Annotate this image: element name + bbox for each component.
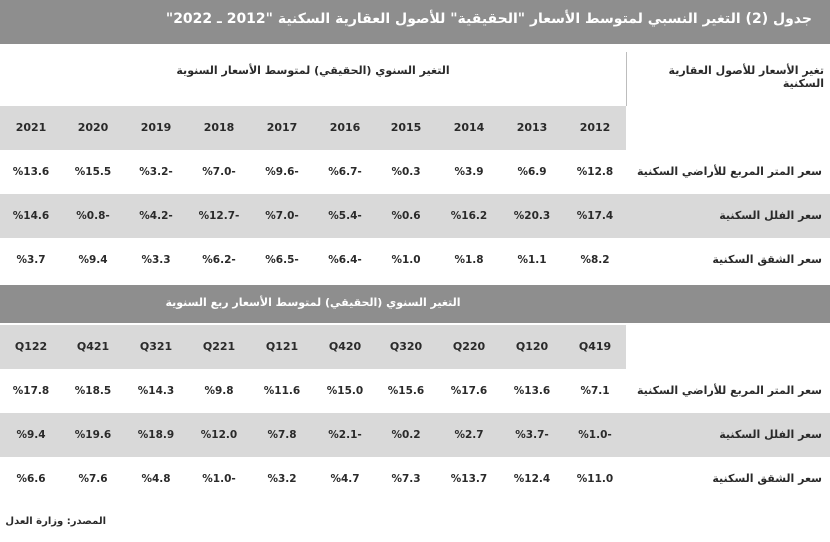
table-cell: %13.6: [513, 385, 551, 397]
table-cell: %6.6: [16, 473, 46, 485]
table-cell: %6.2-: [202, 254, 236, 266]
column-header: Q419: [578, 340, 612, 353]
table-cell: %3.7: [16, 254, 46, 266]
table-cell: %1.0: [391, 254, 421, 266]
table-cell: %9.4: [78, 254, 108, 266]
table-cell: %15.6: [387, 385, 425, 397]
table-row: [0, 413, 830, 457]
table-cell: %9.4: [16, 429, 46, 441]
table-cell: %19.6: [74, 429, 112, 441]
table-cell: %13.6: [12, 166, 50, 178]
table-cell: %12.0: [200, 429, 238, 441]
column-header: 2012: [579, 121, 611, 134]
table-cell: %7.8: [267, 429, 297, 441]
table-cell: %4.7: [330, 473, 360, 485]
table-cell: %1.8: [454, 254, 484, 266]
table-row: [0, 369, 830, 413]
column-header: 2014: [453, 121, 485, 134]
table-row: [0, 457, 830, 501]
table-cell: %12.4: [513, 473, 551, 485]
table-cell: %12.7-: [198, 210, 240, 222]
column-header: Q321: [139, 340, 173, 353]
column-header: 2018: [203, 121, 235, 134]
table-cell: %6.7-: [328, 166, 362, 178]
table-title-bar: [0, 0, 830, 44]
table-cell: %17.4: [576, 210, 614, 222]
table-cell: %0.2: [391, 429, 421, 441]
column-header: 2021: [15, 121, 47, 134]
source-note: المصدر: وزارة العدل: [5, 516, 106, 527]
quarterly-band: [0, 285, 830, 323]
column-header: 2015: [390, 121, 422, 134]
table-cell: %4.2-: [139, 210, 173, 222]
table-cell: %0.8-: [76, 210, 110, 222]
table-cell: %15.5: [74, 166, 112, 178]
table-cell: %4.8: [141, 473, 171, 485]
table-cell: %9.6-: [265, 166, 299, 178]
table-cell: %6.9: [517, 166, 547, 178]
column-header: 2019: [140, 121, 172, 134]
quarterly-column-header-row: [0, 325, 830, 369]
row-label: سعر الفلل السكنية: [719, 209, 822, 222]
row-label: سعر المتر المربع للأراضي السكنية: [636, 384, 822, 397]
table-cell: %7.3: [391, 473, 421, 485]
table-cell: %6.5-: [265, 254, 299, 266]
table-cell: %7.0-: [202, 166, 236, 178]
table-cell: %20.3: [513, 210, 551, 222]
row-label: سعر المتر المربع للأراضي السكنية: [636, 165, 822, 178]
column-header: 2013: [516, 121, 548, 134]
column-header: Q320: [389, 340, 423, 353]
row-label: سعر الشقق السكنية: [712, 472, 822, 485]
table-header: [0, 44, 830, 106]
table-cell: %6.4-: [328, 254, 362, 266]
table-cell: %3.3: [141, 254, 171, 266]
table-row: [0, 150, 830, 194]
table-cell: %0.6: [391, 210, 421, 222]
column-header: 2020: [77, 121, 109, 134]
row-label-spacer: [626, 106, 830, 150]
table-cell: %3.2: [267, 473, 297, 485]
table-cell: %1.0-: [578, 429, 612, 441]
header-divider: [626, 52, 627, 106]
table-cell: %7.6: [78, 473, 108, 485]
table-cell: %18.9: [137, 429, 175, 441]
column-header: 2017: [266, 121, 298, 134]
column-header: Q221: [202, 340, 236, 353]
column-header: Q220: [452, 340, 486, 353]
column-header: Q420: [328, 340, 362, 353]
table-cell: %7.0-: [265, 210, 299, 222]
table-cell: %18.5: [74, 385, 112, 397]
table-row: [0, 238, 830, 282]
table-cell: %2.1-: [328, 429, 362, 441]
table-cell: %2.7: [454, 429, 484, 441]
annual-section-title: التغير السنوي (الحقيقي) لمتوسط الأسعار السنوية: [176, 64, 450, 77]
quarterly-section-title: التغير السنوي (الحقيقي) لمتوسط الأسعار ربع السنوية: [165, 296, 461, 309]
column-header: Q121: [265, 340, 299, 353]
table-cell: %11.0: [576, 473, 614, 485]
column-header: 2016: [329, 121, 361, 134]
table-cell: %17.6: [450, 385, 488, 397]
table-cell: %5.4-: [328, 210, 362, 222]
table-cell: %3.9: [454, 166, 484, 178]
table-row: [0, 194, 830, 238]
row-label-spacer: [626, 325, 830, 369]
table-cell: %0.3: [391, 166, 421, 178]
table-cell: %17.8: [12, 385, 50, 397]
row-label: سعر الشقق السكنية: [712, 253, 822, 266]
table-title: جدول (2) التغير النسبي لمتوسط الأسعار "الحقيقية" للأصول العقارية السكنية "2012 ـ 2022": [165, 11, 812, 27]
column-header: Q120: [515, 340, 549, 353]
table-cell: %15.0: [326, 385, 364, 397]
table-cell: %1.0-: [202, 473, 236, 485]
table-cell: %13.7: [450, 473, 488, 485]
table-cell: %9.8: [204, 385, 234, 397]
table-cell: %16.2: [450, 210, 488, 222]
table-cell: %3.2-: [139, 166, 173, 178]
table-cell: %14.6: [12, 210, 50, 222]
table-cell: %14.3: [137, 385, 175, 397]
table-cell: %8.2: [580, 254, 610, 266]
row-label: سعر الفلل السكنية: [719, 428, 822, 441]
row-label-title: تغير الأسعار للأصول العقارية السكنية: [668, 64, 824, 90]
table-cell: %12.8: [576, 166, 614, 178]
annual-column-header-row: [0, 106, 830, 150]
table-cell: %11.6: [263, 385, 301, 397]
table-cell: %7.1: [580, 385, 610, 397]
column-header: Q122: [14, 340, 48, 353]
table-cell: %1.1: [517, 254, 547, 266]
column-header: Q421: [76, 340, 110, 353]
table-cell: %3.7-: [515, 429, 549, 441]
